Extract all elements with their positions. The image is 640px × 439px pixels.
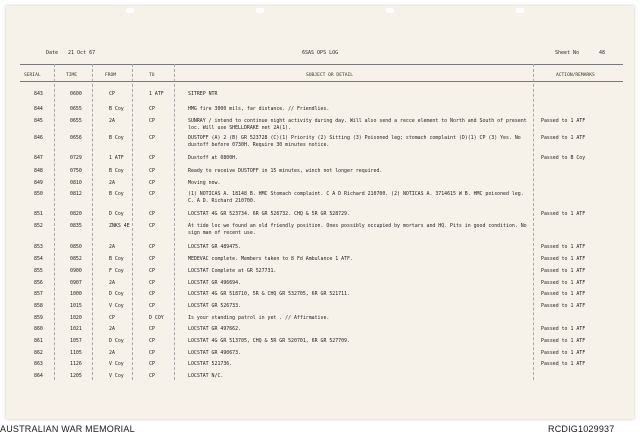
row-time: 1126 — [70, 361, 82, 367]
row-subject: LOCSTAT GR 496694. — [188, 280, 241, 286]
row-to: 1 ATF — [149, 91, 164, 97]
row-subject: LOCSTAT 4G GR 513705, CHQ & 5R GR 520701, 6R GR 527709. — [188, 338, 350, 344]
row-time: 0600 — [70, 91, 82, 97]
row-from: D Coy — [109, 291, 124, 297]
row-to: CP — [149, 135, 155, 141]
row-subject: (1) NOTICAS A. 18148 B. HMC Stomach complaint. C A D Richard 210700. (2) NOTICAS A. 3714615 W B. HMC poisoned leg. C. A D. Richard 210700. — [188, 191, 524, 204]
row-time: 0750 — [70, 168, 82, 174]
row-serial: 847 — [34, 155, 43, 161]
row-serial: 846 — [34, 135, 43, 141]
row-action: Passed to 1 ATF — [541, 135, 586, 141]
row-serial: 848 — [34, 168, 43, 174]
row-from: 2A — [109, 180, 115, 186]
col-header-subject: SUBJECT OR DETAIL — [306, 73, 354, 78]
table-row — [6, 326, 634, 337]
col-header-action: ACTION/REMARKS — [556, 73, 595, 78]
row-time: 0907 — [70, 280, 82, 286]
table-row — [6, 135, 634, 146]
row-time: 0655 — [70, 118, 82, 124]
row-from: D Coy — [109, 211, 124, 217]
row-from: 2A — [109, 244, 115, 250]
row-serial: 859 — [34, 315, 43, 321]
row-serial: 861 — [34, 338, 43, 344]
row-serial: 862 — [34, 350, 43, 356]
row-subject: Dustoff at 0800H. — [188, 155, 239, 161]
date-label: Date — [46, 50, 59, 56]
row-time: 0812 — [70, 191, 82, 197]
row-subject: Is your standing patrol in yet . // Affirmative. — [188, 315, 330, 321]
row-from: 1 ATF — [109, 155, 124, 161]
table-row — [6, 168, 634, 179]
sheet-value: 48 — [599, 50, 606, 56]
row-action: Passed to 1 ATF — [541, 361, 586, 367]
row-subject: LOCSTAT GR 489475. — [188, 244, 241, 250]
row-from: V Coy — [109, 373, 124, 379]
col-header-serial: SERIAL — [24, 73, 41, 78]
row-serial: 852 — [34, 223, 43, 229]
row-action: Passed to 1 ATF — [541, 326, 586, 332]
row-subject: LOCSTAT 4G GR 523734. 6R GR 526732. CHQ & 5R GR 528729. — [188, 211, 350, 217]
row-serial: 853 — [34, 244, 43, 250]
row-action: Passed to 1 ATF — [541, 350, 586, 356]
row-time: 1021 — [70, 326, 82, 332]
row-subject: HMG fire 3000 mils, far distance. // Friendlies. — [188, 106, 330, 112]
row-to: CP — [149, 338, 155, 344]
table-row — [6, 361, 634, 372]
table-row — [6, 155, 634, 166]
table-row — [6, 291, 634, 302]
row-from: 2A — [109, 350, 115, 356]
table-row — [6, 338, 634, 349]
row-to: CP — [149, 191, 155, 197]
row-time: 0656 — [70, 135, 82, 141]
row-from: CP — [109, 91, 115, 97]
row-serial: 845 — [34, 118, 43, 124]
table-row — [6, 350, 634, 361]
row-to: CP — [149, 280, 155, 286]
row-time: 1015 — [70, 303, 82, 309]
row-from: ZNKS 4E — [109, 223, 130, 229]
row-serial: 849 — [34, 180, 43, 186]
row-time: 0835 — [70, 223, 82, 229]
row-serial: 850 — [34, 191, 43, 197]
row-time: 1057 — [70, 338, 82, 344]
row-to: CP — [149, 326, 155, 332]
row-action: Passed to 1 ATF — [541, 118, 586, 124]
table-row — [6, 315, 634, 326]
row-time: 0820 — [70, 211, 82, 217]
col-header-from: FROM — [105, 73, 117, 78]
row-serial: 858 — [34, 303, 43, 309]
row-subject: SUNRAY / intend to continue night activity during day. Will also send a recce element to North and South of present loc. Will use SHELLDRAKE net 2A(1). — [188, 118, 527, 131]
row-from: F Coy — [109, 268, 124, 274]
row-to: CP — [149, 168, 155, 174]
row-time: 0810 — [70, 180, 82, 186]
row-serial: 843 — [34, 91, 43, 97]
row-to: CP — [149, 361, 155, 367]
row-from: B Coy — [109, 135, 124, 141]
row-action: Passed to 1 ATF — [541, 280, 586, 286]
row-to: CP — [149, 268, 155, 274]
table-row — [6, 280, 634, 291]
row-subject: MEDEVAC complete. Members taken to 8 Fd Ambulance 1 ATF. — [188, 256, 353, 262]
row-action: Passed to 1 ATF — [541, 211, 586, 217]
table-row — [6, 91, 634, 102]
table-row — [6, 223, 634, 234]
row-subject: LOCSTAT GR 490673. — [188, 350, 241, 356]
row-action: Passed to 1 ATF — [541, 256, 586, 262]
row-to: D COY — [149, 315, 164, 321]
table-row — [6, 180, 634, 191]
row-subject: LOCSTAT 521736. — [188, 361, 233, 367]
log-sheet — [6, 6, 634, 419]
row-from: 2A — [109, 280, 115, 286]
row-subject: DUSTOFF (A) 2 (B) GR 523728 (C)(1) Priority (2) Sitting (3) Poisoned leg; stomach complaint (D)(1) CP (3) Yes. No dustoff before 0730H. Require 30 minutes notice. — [188, 135, 521, 148]
table-row — [6, 118, 634, 129]
row-subject: LOCSTAT 4G GR 518710, 5R & CHQ GR 532705, 6R GR 521711. — [188, 291, 350, 297]
row-time: 0729 — [70, 155, 82, 161]
row-action: Passed to 1 ATF — [541, 291, 586, 297]
table-row — [6, 268, 634, 279]
table-row — [6, 373, 634, 384]
row-time: 1205 — [70, 373, 82, 379]
log-title: 6SAS OPS LOG — [302, 50, 339, 56]
row-time: 0900 — [70, 268, 82, 274]
row-subject: LOCSTAT GR 497662. — [188, 326, 241, 332]
row-time: 0852 — [70, 256, 82, 262]
row-to: CP — [149, 350, 155, 356]
row-to: CP — [149, 373, 155, 379]
row-time: 1000 — [70, 291, 82, 297]
row-from: V Coy — [109, 361, 124, 367]
footer-archive-name: AUSTRALIAN WAR MEMORIAL — [0, 424, 135, 434]
row-to: CP — [149, 118, 155, 124]
row-from: B Coy — [109, 256, 124, 262]
row-to: CP — [149, 256, 155, 262]
sheet-label: Sheet No — [555, 50, 580, 56]
row-time: 0655 — [70, 106, 82, 112]
row-from: B Coy — [109, 191, 124, 197]
row-action: Passed to 1 ATF — [541, 338, 586, 344]
row-to: CP — [149, 106, 155, 112]
row-from: V Coy — [109, 303, 124, 309]
row-action: Passed to 1 ATF — [541, 244, 586, 250]
row-to: CP — [149, 244, 155, 250]
row-subject: LOCSTAT N/C. — [188, 373, 224, 379]
row-to: CP — [149, 155, 155, 161]
table-row — [6, 106, 634, 117]
table-row — [6, 303, 634, 314]
row-from: 2A — [109, 326, 115, 332]
row-to: CP — [149, 291, 155, 297]
col-header-time: TIME — [66, 73, 78, 78]
date-value: 21 Oct 67 — [68, 50, 96, 56]
row-subject: At tide loc we found an old friendly position. Ones possibly occupied by mortars and HQ. Pits in good condition. No sign man of recent use. — [188, 223, 527, 236]
row-from: CP — [109, 315, 115, 321]
row-subject: SITREP NTR — [188, 91, 218, 97]
row-subject: LOCSTAT Complete at GR 527731. — [188, 268, 277, 274]
row-serial: 857 — [34, 291, 43, 297]
row-action: Passed to 1 ATF — [541, 268, 586, 274]
row-subject: LOCSTAT GR 526733. — [188, 303, 241, 309]
row-to: CP — [149, 303, 155, 309]
row-from: B Coy — [109, 106, 124, 112]
row-serial: 864 — [34, 373, 43, 379]
table-row — [6, 211, 634, 222]
row-time: 1020 — [70, 315, 82, 321]
row-action: Passed to B Coy — [541, 155, 586, 161]
row-serial: 854 — [34, 256, 43, 262]
row-to: CP — [149, 211, 155, 217]
row-serial: 856 — [34, 280, 43, 286]
row-subject: Moving now. — [188, 180, 221, 186]
row-time: 0850 — [70, 244, 82, 250]
table-row — [6, 256, 634, 267]
row-subject: Ready to receive DUSTOFF in 15 minutes, winch not longer required. — [188, 168, 383, 174]
row-serial: 855 — [34, 268, 43, 274]
row-from: D Coy — [109, 338, 124, 344]
row-serial: 851 — [34, 211, 43, 217]
table-row — [6, 191, 634, 202]
row-from: 2A — [109, 118, 115, 124]
col-header-to: TO — [149, 73, 155, 78]
row-serial: 860 — [34, 326, 43, 332]
row-to: CP — [149, 223, 155, 229]
row-serial: 863 — [34, 361, 43, 367]
table-row — [6, 244, 634, 255]
row-time: 1105 — [70, 350, 82, 356]
row-to: CP — [149, 180, 155, 186]
row-action: Passed to 1 ATF — [541, 303, 586, 309]
row-serial: 844 — [34, 106, 43, 112]
footer-archive-id: RCDIG1029937 — [548, 424, 615, 434]
row-from: B Coy — [109, 168, 124, 174]
